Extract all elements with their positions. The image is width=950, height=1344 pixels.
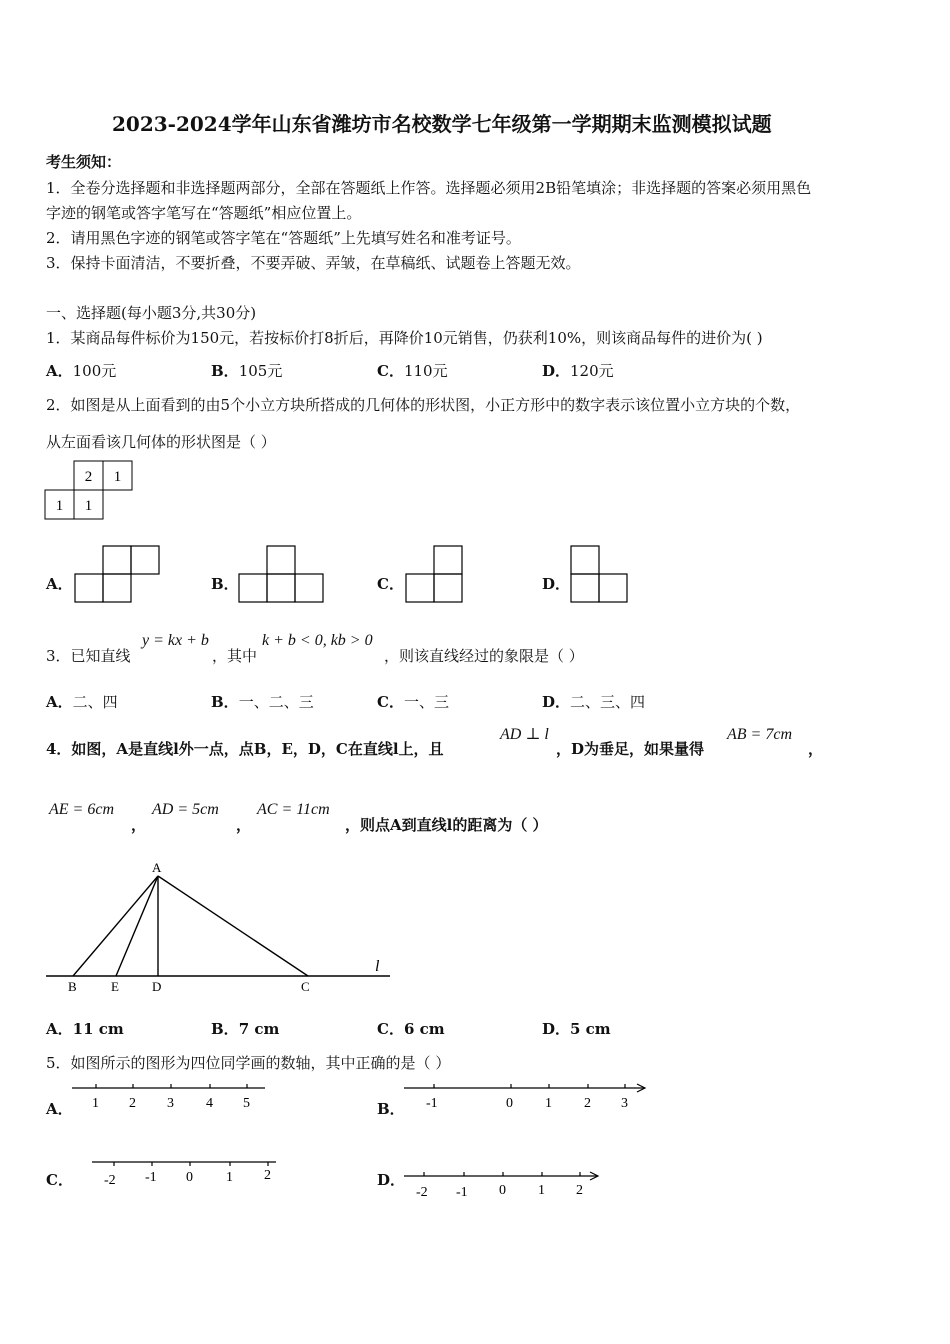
grid-cell-top-2: 1: [113, 469, 122, 485]
q3-condition: k + b < 0, kb > 0: [262, 632, 373, 649]
q5-option-d-label[interactable]: D．: [377, 1171, 406, 1189]
q5-axis-a[interactable]: [72, 1082, 272, 1112]
q4-perpendicular: AD ⊥ l: [500, 726, 549, 743]
q2-option-b-figure[interactable]: [238, 545, 328, 607]
notice-line-3: 3．保持卡面清洁，不要折叠，不要弄破、弄皱，在草稿纸、试题卷上答题无效。: [46, 254, 581, 272]
q4-option-a[interactable]: A．11 cm: [46, 1020, 124, 1038]
notice-line-1a: 1．全卷分选择题和非选择题两部分，全部在答题纸上作答。选择题必须用2B铅笔填涂；非选择题的答案必须用黑色: [46, 179, 812, 197]
q2-stem-a: 2．如图是从上面看到的由5个小立方块所搭成的几何体的形状图，小正方形中的数字表示该位置小立方块的个数，: [46, 396, 801, 414]
axis-b-tick: 1: [545, 1096, 552, 1111]
q3-option-c[interactable]: C．一、三: [377, 693, 449, 711]
axis-d-tick: -1: [456, 1185, 468, 1200]
q4-stem-a: 4．如图，A是直线l外一点，点B，E，D，C在直线l上，且: [46, 740, 444, 758]
axis-c-tick: 0: [186, 1170, 193, 1185]
q4-comma-1: ，: [131, 816, 147, 834]
page-title: 2023-2024学年山东省潍坊市名校数学七年级第一学期期末监测模拟试题: [112, 112, 772, 136]
q2-option-c-label[interactable]: C．: [377, 575, 404, 593]
axis-a-tick: 4: [206, 1096, 213, 1111]
q2-option-b-label[interactable]: B．: [211, 575, 239, 593]
q4-stem-d: ，则点A到直线l的距离为（ ）: [345, 816, 548, 834]
q2-option-d-label[interactable]: D．: [542, 575, 571, 593]
q5-stem: 5．如图所示的图形为四位同学画的数轴，其中正确的是（ ）: [46, 1054, 451, 1072]
axis-a-tick: 3: [167, 1096, 174, 1111]
q1-option-c[interactable]: C．110元: [377, 362, 448, 380]
q2-top-view-grid: [44, 460, 134, 522]
q5-option-b-label[interactable]: B．: [377, 1100, 405, 1118]
axis-a-tick: 5: [243, 1096, 250, 1111]
point-b-label: B: [68, 979, 77, 994]
q3-stem-a: 3．已知直线: [46, 647, 131, 665]
q3-stem-b: ，其中: [212, 647, 258, 665]
grid-cell-top-1: 2: [84, 469, 93, 485]
axis-d-tick: 1: [538, 1183, 545, 1198]
axis-d-tick: -2: [416, 1185, 428, 1200]
axis-c-tick: 2: [264, 1168, 271, 1183]
axis-c-tick: 1: [226, 1170, 233, 1185]
q4-triangle-figure: [46, 858, 396, 998]
q1-option-a[interactable]: A．100元: [46, 362, 117, 380]
q1-option-b[interactable]: B．105元: [211, 362, 283, 380]
q3-stem-c: ，则该直线经过的象限是（ ）: [384, 647, 584, 665]
q4-option-d[interactable]: D．5 cm: [542, 1020, 611, 1038]
q2-option-d-figure[interactable]: [570, 545, 632, 607]
axis-b-tick: 2: [584, 1096, 591, 1111]
grid-cell-bottom-2: 1: [84, 498, 93, 514]
grid-cell-bottom-1: 1: [55, 498, 64, 514]
axis-b-tick: -1: [426, 1096, 438, 1111]
q4-ad-length: AD = 5cm: [152, 801, 219, 818]
notice-heading: 考生须知：: [46, 153, 122, 171]
q1-option-d[interactable]: D．120元: [542, 362, 614, 380]
point-a-label: A: [152, 860, 162, 875]
q5-axis-d[interactable]: [404, 1166, 604, 1200]
q4-comma-2: ，: [236, 816, 252, 834]
q4-ac-length: AC = 11cm: [257, 801, 330, 818]
axis-a-tick: 2: [129, 1096, 136, 1111]
q4-stem-b: ，D为垂足，如果量得: [556, 740, 705, 758]
point-e-label: E: [111, 979, 119, 994]
q5-axis-b[interactable]: [404, 1080, 650, 1112]
axis-b-tick: 3: [621, 1096, 628, 1111]
q2-option-a-label[interactable]: A．: [46, 575, 73, 593]
axis-c-tick: -1: [145, 1170, 157, 1185]
axis-d-tick: 2: [576, 1183, 583, 1198]
section-heading: 一、选择题(每小题3分,共30分): [46, 304, 257, 322]
q4-ab-length: AB = 7cm: [727, 726, 792, 743]
axis-d-tick: 0: [499, 1183, 506, 1198]
line-l-label: l: [375, 958, 380, 975]
q5-option-c-label[interactable]: C．: [46, 1171, 73, 1189]
q4-option-c[interactable]: C．6 cm: [377, 1020, 445, 1038]
q2-stem-b: 从左面看该几何体的形状图是（ ）: [46, 433, 276, 451]
q1-stem: 1．某商品每件标价为150元，若按标价打8折后，再降价10元销售，仍获利10%，则该商品每件的进价为( ): [46, 329, 763, 347]
q4-ae-length: AE = 6cm: [49, 801, 114, 818]
q3-option-b[interactable]: B．一、二、三: [211, 693, 314, 711]
q2-option-c-figure[interactable]: [405, 545, 467, 607]
point-c-label: C: [301, 979, 310, 994]
notice-line-2: 2．请用黑色字迹的钢笔或答字笔在“答题纸”上先填写姓名和准考证号。: [46, 229, 521, 247]
q3-option-a[interactable]: A．二、四: [46, 693, 118, 711]
q5-axis-c[interactable]: [92, 1156, 282, 1190]
notice-line-1b: 字迹的钢笔或答字笔写在“答题纸”相应位置上。: [46, 204, 362, 222]
q4-option-b[interactable]: B．7 cm: [211, 1020, 280, 1038]
q5-option-a-label[interactable]: A．: [46, 1100, 73, 1118]
axis-c-tick: -2: [104, 1173, 116, 1188]
axis-b-tick: 0: [506, 1096, 513, 1111]
axis-a-tick: 1: [92, 1096, 99, 1111]
q2-option-a-figure[interactable]: [74, 545, 164, 607]
q3-option-d[interactable]: D．二、三、四: [542, 693, 646, 711]
point-d-label: D: [152, 979, 162, 994]
q4-stem-c: ，: [808, 740, 824, 758]
q3-equation-line: y = kx + b: [142, 632, 209, 649]
